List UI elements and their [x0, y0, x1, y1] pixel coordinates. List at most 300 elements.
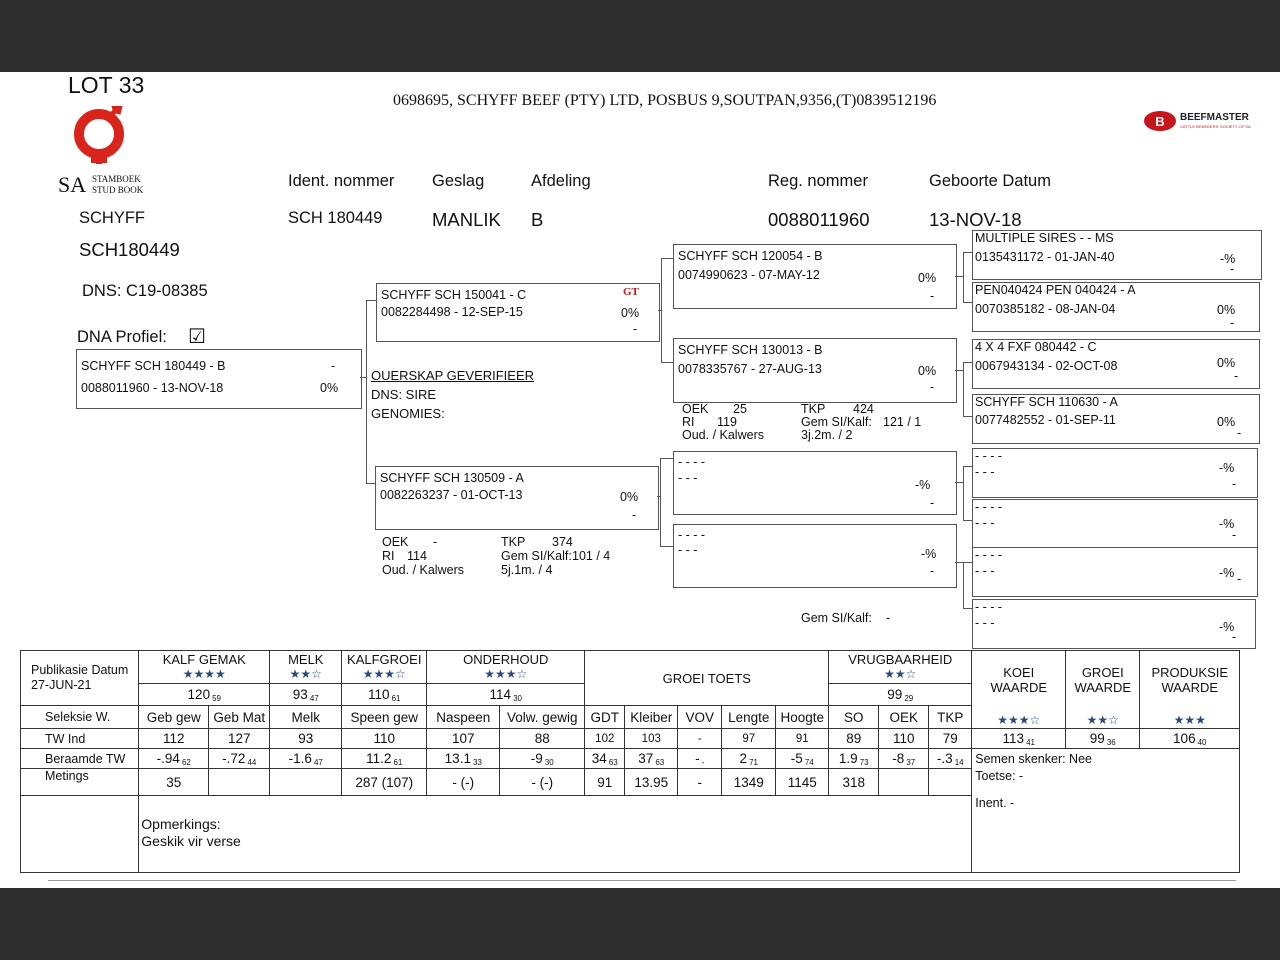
opmerkings-text: Geskik vir verse [141, 833, 241, 849]
gen3-dash: - [1232, 630, 1237, 644]
gen3-pct: -% [1219, 517, 1235, 531]
dam-dam-gem-label: Gem SI/Kalf: [801, 611, 872, 625]
gen3-name: - - - - [975, 500, 1003, 514]
tw-cell: 110 [342, 729, 427, 749]
onderhoud-acc: 30 [513, 693, 522, 703]
dam-dam-box [673, 524, 957, 588]
connector-line [963, 466, 964, 520]
sire-reg: 0082284498 - 12-SEP-15 [381, 305, 523, 319]
subject-box [76, 349, 362, 409]
seleksie-label: Seleksie W. [21, 706, 139, 729]
ber-acc: - [701, 757, 705, 767]
animal-afdeling: B [531, 209, 544, 230]
dam-name: SCHYFF SCH 130509 - A [380, 471, 524, 485]
connector-line [661, 258, 662, 362]
toetse: Toetse: - [975, 769, 1024, 783]
opmerkings-label: Opmerkings: [141, 816, 221, 832]
kalfgroei-head [342, 651, 427, 684]
col-head: GDT [585, 706, 625, 729]
produksie-waarde-head [1140, 651, 1240, 729]
table-row [21, 749, 1240, 769]
dam-age: 5j.1m. / 4 [501, 563, 553, 577]
gen3-dash: - [1230, 316, 1235, 330]
connector-line [366, 300, 376, 301]
metings-cell [879, 769, 929, 796]
sire-sire-box [673, 244, 957, 309]
col-head: Lengte [722, 706, 776, 729]
ber-cell [776, 749, 829, 769]
subject-pct: 0% [320, 381, 339, 395]
vrugbaarheid-value [829, 683, 972, 706]
metings-cell: 91 [585, 769, 625, 796]
gen3-name: - - - - [975, 548, 1003, 562]
onderhoud-label: ONDERHOUD [463, 651, 549, 667]
ber-acc: 63 [608, 757, 618, 767]
groei-waarde-value-text: 99 [1089, 730, 1105, 746]
onderhoud-head [427, 651, 585, 684]
ber-value: -9 [530, 750, 543, 766]
subject-dash: - [331, 359, 336, 373]
melk-acc: 47 [309, 693, 319, 703]
kalf-gemak-label: KALF GEMAK [162, 651, 246, 667]
groei-toets-head: GROEI TOETS [585, 651, 829, 706]
ber-acc: 74 [804, 757, 814, 767]
sire-dam-box [673, 338, 957, 403]
kalfgroei-acc: 61 [391, 693, 401, 703]
vrugbaarheid-stars-icon: ★★☆ [884, 666, 917, 681]
gen3-dash: - [1234, 369, 1239, 383]
tw-cell: 112 [139, 729, 209, 749]
connector-line [963, 252, 964, 302]
gen3-pct: -% [1220, 252, 1236, 266]
ber-acc: 37 [906, 757, 916, 767]
subject-name: SCHYFF SCH 180449 - B [81, 359, 226, 373]
ber-cell [722, 749, 776, 769]
sire-dam-name: SCHYFF SCH 130013 - B [678, 343, 823, 357]
col-head: Kleiber [625, 706, 678, 729]
dam-oud-label: Oud. / Kalwers [382, 563, 464, 577]
sire-sire-reg: 0074990623 - 07-MAY-12 [678, 268, 820, 282]
dam-stats [382, 535, 642, 579]
beefmaster-b-icon [1143, 110, 1177, 132]
sire-dam-gem: 121 / 1 [883, 415, 922, 429]
sire-dam-stats [682, 402, 942, 446]
dam-tkp: 374 [552, 535, 573, 549]
ber-value: -.72 [222, 750, 246, 766]
opmerkings-spacer [21, 796, 139, 873]
gen3-name: 4 X 4 FXF 080442 - C [975, 340, 1097, 354]
tw-cell: 103 [625, 729, 678, 749]
dam-dam-reg: - - - [678, 543, 698, 557]
ber-cell [879, 749, 929, 769]
tw-cell: 79 [929, 729, 972, 749]
dam-reg: 0082263237 - 01-OCT-13 [380, 488, 523, 502]
sa-logo-line1: STAMBOEK [92, 174, 141, 184]
tw-cell: 88 [500, 729, 585, 749]
header-geboorte: Geboorte Datum [929, 172, 1051, 190]
ber-cell [270, 749, 342, 769]
ber-acc: 30 [544, 757, 554, 767]
ber-cell [500, 749, 585, 769]
kalfgroei-value [342, 683, 427, 706]
dam-oek-label: OEK [382, 535, 409, 549]
kalfgroei-value-text: 110 [368, 686, 390, 702]
dam-ri-label: RI [382, 549, 395, 563]
tw-cell: 89 [829, 729, 879, 749]
col-head: Melk [270, 706, 342, 729]
col-head: Geb gew [139, 706, 209, 729]
gen3-reg: - - - [975, 465, 995, 479]
metings-cell: 1349 [722, 769, 776, 796]
ber-value: - [695, 750, 700, 766]
metings-cell: 287 (107) [342, 769, 427, 796]
ber-cell [929, 749, 972, 769]
gen3-dash: - [1237, 426, 1242, 440]
connector-line [661, 258, 673, 259]
ber-value: 37 [638, 750, 654, 766]
groei-waarde-acc: 36 [1106, 737, 1116, 747]
gen3-name: MULTIPLE SIRES - - MS [975, 231, 1114, 245]
col-head: SO [829, 706, 879, 729]
vrugbaarheid-head [829, 651, 972, 684]
ber-value: -5 [790, 750, 803, 766]
lot-sheet [0, 72, 1280, 888]
header-reg: Reg. nommer [768, 172, 868, 190]
pub-date-cell [21, 651, 139, 706]
ber-value: -.94 [156, 750, 180, 766]
gen3-pct: -% [1219, 620, 1235, 634]
gen3-box [972, 547, 1258, 597]
koei-waarde-stars-icon: ★★★☆ [997, 713, 1041, 727]
tw-cell: 127 [209, 729, 270, 749]
metings-cell [209, 769, 270, 796]
melk-head [270, 651, 342, 684]
tw-cell: 110 [879, 729, 929, 749]
sa-stud-book-logo [58, 106, 154, 198]
koei-waarde-value-text: 113 [1002, 730, 1025, 746]
connector-line [955, 276, 963, 277]
parentage-title: OUERSKAP GEVERIFIEER [371, 368, 535, 383]
kalf-gemak-stars-icon: ★★★★ [182, 666, 226, 681]
connector-line [963, 362, 964, 416]
koei-waarde-value [972, 729, 1066, 749]
ber-value: 13.1 [444, 750, 471, 766]
ber-cell [678, 749, 722, 769]
header-afdeling: Afdeling [531, 172, 591, 190]
ber-acc: 44 [247, 757, 257, 767]
groei-waarde-head [1066, 651, 1140, 729]
metings-label: Metings [21, 769, 139, 796]
tw-cell: 102 [585, 729, 625, 749]
connector-line [955, 482, 963, 483]
metings-cell: - [678, 769, 722, 796]
table-row [21, 729, 1240, 749]
gen3-box [972, 448, 1258, 498]
gen3-reg: 0135431172 - 01-JAN-40 [975, 250, 1115, 264]
gen3-box [972, 282, 1260, 332]
metings-cell: - (-) [500, 769, 585, 796]
metings-cell [270, 769, 342, 796]
kalf-gemak-value [139, 683, 270, 706]
ber-acc: 63 [655, 757, 665, 767]
animal-geboorte: 13-NOV-18 [929, 209, 1022, 230]
melk-value-text: 93 [292, 686, 308, 702]
tw-cell: - [678, 729, 722, 749]
gen3-dash: - [1232, 528, 1237, 542]
sire-dam-dash: - [930, 380, 935, 394]
beefmaster-logo [1143, 110, 1273, 134]
groei-waarde-label: GROEI WAARDE [1074, 665, 1132, 695]
sire-dam-age: 3j.2m. / 2 [801, 428, 853, 442]
dam-dam-pct: -% [921, 547, 937, 561]
parentage-dns: DNS: SIRE [371, 387, 437, 402]
sa-logo-line2: STUD BOOK [92, 185, 144, 195]
sire-name: SCHYFF SCH 150041 - C [381, 288, 527, 302]
dna-check-icon: ☑ [188, 326, 206, 348]
sire-dam-ri: 119 [717, 415, 737, 429]
subject-reg: 0088011960 - 13-NOV-18 [81, 381, 224, 395]
ber-value: -8 [892, 750, 905, 766]
ber-value: -.3 [936, 750, 953, 766]
dam-ri: 114 [407, 549, 427, 563]
connector-line [963, 562, 964, 608]
metings-cell: 318 [829, 769, 879, 796]
col-head: VOV [678, 706, 722, 729]
dam-sire-box [673, 451, 957, 515]
col-head: Speen gew [342, 706, 427, 729]
svg-text:B: B [1155, 114, 1165, 129]
dna-profile-label: DNA Profiel: [77, 328, 167, 346]
pub-date-label: Publikasie Datum [31, 663, 129, 678]
kalfgroei-label: KALFGROEI [347, 651, 422, 667]
sire-dam-tkp: 424 [853, 402, 874, 416]
produksie-waarde-label: PRODUKSIE WAARDE [1151, 665, 1229, 695]
produksie-waarde-acc: 40 [1197, 737, 1207, 747]
table-row [21, 651, 1240, 684]
gen3-pct: -% [1219, 461, 1235, 475]
dam-sire-dash: - [930, 496, 935, 510]
gen3-box [972, 599, 1256, 649]
vrugbaarheid-acc: 29 [904, 693, 914, 703]
col-head: Geb Mat [209, 706, 270, 729]
header-ident: Ident. nommer [288, 172, 395, 190]
sire-dam-oek: 25 [733, 402, 747, 416]
ber-acc: 62 [181, 757, 191, 767]
gen3-dash: - [1232, 477, 1237, 491]
beraamde-label: Beraamde TW [21, 749, 139, 769]
produksie-waarde-value-text: 106 [1173, 730, 1196, 746]
produksie-waarde-value [1140, 729, 1240, 749]
sire-sire-name: SCHYFF SCH 120054 - B [678, 249, 823, 263]
owner-line: 0698695, SCHYFF BEEF (PTY) LTD, POSBUS 9,SOUTPAN,9356,(T)0839512196 [393, 92, 937, 109]
ber-value: 1.9 [838, 750, 858, 766]
dam-sire-reg: - - - [678, 471, 698, 485]
gen3-box [972, 339, 1260, 389]
animal-breeder: SCHYFF [79, 209, 145, 227]
ber-cell [342, 749, 427, 769]
lot-number: LOT 33 [68, 72, 145, 98]
bottom-rule [48, 880, 1236, 881]
groei-waarde-value [1066, 729, 1140, 749]
connector-line [955, 562, 963, 563]
dam-box [375, 466, 659, 530]
col-head: Volw. gewig [500, 706, 585, 729]
gen3-name: PEN040424 PEN 040424 - A [975, 283, 1136, 297]
ber-acc: 14 [954, 757, 964, 767]
tw-label: TW Ind [21, 729, 139, 749]
ber-cell [585, 749, 625, 769]
sire-dam-gem-label: Gem SI/Kalf: [801, 415, 872, 429]
ber-cell [209, 749, 270, 769]
ber-cell [139, 749, 209, 769]
kalf-gemak-value-text: 120 [187, 686, 211, 702]
onderhoud-stars-icon: ★★★☆ [484, 666, 528, 681]
sire-dam-oud-label: Oud. / Kalwers [682, 428, 764, 442]
sire-dam-reg: 0078335767 - 27-AUG-13 [678, 362, 822, 376]
sire-pct: 0% [621, 306, 640, 320]
ber-value: 11.2 [366, 750, 392, 766]
animal-dns: DNS: C19-08385 [82, 282, 208, 300]
gen3-name: SCHYFF SCH 110630 - A [975, 395, 1118, 409]
gen3-box [972, 499, 1258, 549]
dam-dam-name: - - - - [678, 528, 706, 542]
sire-dam-oek-label: OEK [682, 402, 709, 416]
dam-sire-name: - - - - [678, 455, 706, 469]
ber-acc: 61 [393, 757, 403, 767]
ber-cell [427, 749, 500, 769]
tw-cell: 91 [776, 729, 829, 749]
ber-value: 2 [739, 750, 748, 766]
tw-cell: 107 [427, 729, 500, 749]
dam-sire-pct: -% [915, 478, 931, 492]
kalfgroei-stars-icon: ★★★☆ [362, 666, 406, 681]
dam-oek: - [433, 535, 438, 549]
kalf-gemak-head [139, 651, 270, 684]
gen3-reg: 0070385182 - 08-JAN-04 [975, 302, 1116, 316]
sire-dash: - [633, 322, 638, 336]
gen3-pct: 0% [1217, 356, 1236, 370]
connector-line [660, 458, 673, 459]
connector-line [661, 362, 673, 363]
vrugbaarheid-label: VRUGBAARHEID [848, 651, 953, 667]
dam-dam-gem-value: - [886, 611, 891, 625]
ber-value: -1.6 [288, 750, 312, 766]
koei-waarde-acc: 41 [1026, 737, 1035, 747]
connector-line [366, 300, 367, 483]
parentage-genomies: GENOMIES: [371, 406, 445, 421]
dam-pct: 0% [620, 490, 639, 504]
tw-cell: 97 [722, 729, 776, 749]
melk-stars-icon: ★★☆ [289, 666, 322, 681]
sa-logo-symbol-icon [58, 106, 154, 176]
animal-reg: 0088011960 [768, 209, 870, 230]
tw-cell: 93 [270, 729, 342, 749]
ber-acc: 33 [472, 757, 482, 767]
dam-tkp-label: TKP [501, 535, 526, 549]
dam-gem: 101 / 4 [572, 549, 611, 563]
ber-acc: 71 [749, 757, 758, 767]
groei-waarde-stars-icon: ★★☆ [1086, 713, 1119, 727]
semen-toetse-inent [972, 749, 1240, 873]
sire-sire-dash: - [930, 289, 935, 303]
metings-cell: 35 [139, 769, 209, 796]
gen3-reg: - - - [975, 564, 995, 578]
gen3-name: - - - - [975, 600, 1003, 614]
animal-geslag: MANLIK [432, 209, 501, 230]
col-head: TKP [929, 706, 972, 729]
dam-dash: - [632, 508, 637, 522]
gen3-reg: 0067943134 - 02-OCT-08 [975, 359, 1118, 373]
sire-box [376, 283, 660, 342]
gen3-reg: - - - [975, 616, 995, 630]
semen-donor: Semen skenker: Nee [975, 752, 1092, 766]
beefmaster-tagline: CATTLE BREEDERS' SOCIETY OF SA [1180, 124, 1251, 129]
gen3-pct: -% [1219, 566, 1235, 580]
gen3-reg: 0077482552 - 01-SEP-11 [975, 413, 1116, 427]
connector-line [955, 370, 963, 371]
sire-dam-ri-label: RI [682, 415, 695, 429]
metings-cell: - (-) [427, 769, 500, 796]
kalf-gemak-acc: 59 [212, 693, 221, 703]
gen3-dash: - [1237, 572, 1242, 586]
col-head: Hoogte [776, 706, 829, 729]
gen3-pct: 0% [1217, 415, 1236, 429]
connector-line [660, 458, 661, 546]
produksie-waarde-stars-icon: ★★★ [1173, 713, 1206, 727]
vrugbaarheid-value-text: 99 [887, 686, 903, 702]
sire-sire-pct: 0% [918, 271, 937, 285]
ber-cell [829, 749, 879, 769]
metings-cell: 13.95 [625, 769, 678, 796]
col-head: OEK [879, 706, 929, 729]
ber-cell [625, 749, 678, 769]
ber-value: 34 [591, 750, 607, 766]
animal-id: SCH180449 [79, 239, 180, 260]
melk-label: MELK [288, 651, 324, 667]
col-head: Naspeen [427, 706, 500, 729]
gen3-reg: - - - [975, 516, 995, 530]
genomic-tested-icon: GT [623, 286, 639, 298]
opmerkings-cell [139, 796, 972, 873]
sire-dam-pct: 0% [918, 364, 937, 378]
gen3-box [972, 394, 1260, 444]
gen3-dash: - [1230, 262, 1235, 276]
metings-cell [929, 769, 972, 796]
melk-value [270, 683, 342, 706]
gen3-name: - - - - [975, 449, 1003, 463]
dam-gem-label: Gem SI/Kalf: [501, 549, 572, 563]
metings-cell: 1145 [776, 769, 829, 796]
onderhoud-value-text: 114 [489, 686, 512, 702]
dam-dam-dash: - [930, 564, 935, 578]
gen3-box [972, 230, 1262, 280]
connector-line [660, 546, 673, 547]
koei-waarde-label: KOEI WAARDE [990, 665, 1048, 695]
sa-logo-sa: SA [58, 172, 87, 197]
beefmaster-brand: BEEFMASTER [1180, 112, 1249, 123]
onderhoud-value [427, 683, 585, 706]
inent: Inent. - [975, 796, 1015, 810]
pub-date-value: 27-JUN-21 [31, 678, 92, 693]
ber-acc: 47 [313, 757, 323, 767]
performance-table [20, 650, 1240, 873]
koei-waarde-head [972, 651, 1066, 729]
animal-ident: SCH 180449 [288, 209, 383, 227]
header-geslag: Geslag [432, 172, 485, 190]
sire-dam-tkp-label: TKP [801, 402, 826, 416]
gen3-pct: 0% [1217, 303, 1236, 317]
ber-acc: 73 [859, 757, 869, 767]
